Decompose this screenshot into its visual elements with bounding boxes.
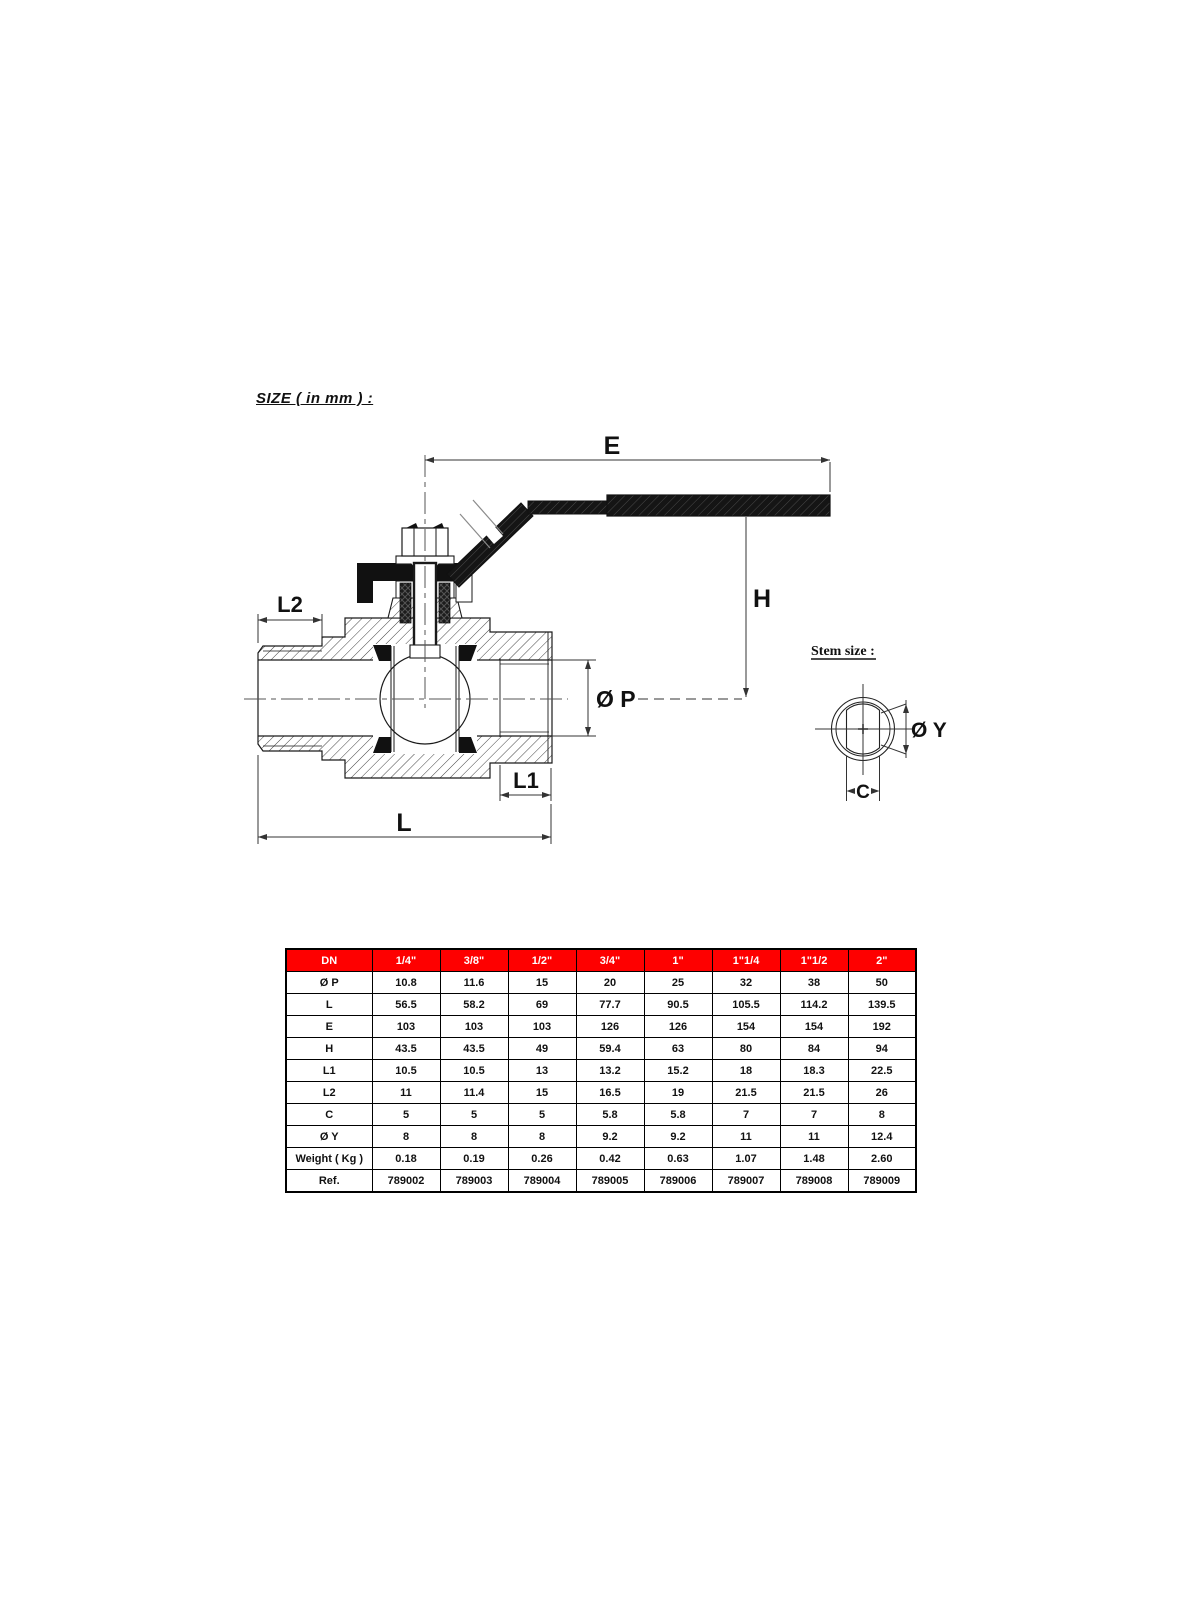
table-row <box>286 1170 916 1193</box>
dim-label-h: H <box>753 585 772 613</box>
table-cell: 43.5 <box>372 1038 440 1060</box>
table-cell: 77.7 <box>576 994 644 1016</box>
table-header-cell: 1" <box>644 949 712 972</box>
table-cell: 10.5 <box>440 1060 508 1082</box>
table-cell: 9.2 <box>644 1126 712 1148</box>
page-title: SIZE ( in mm ) : <box>256 390 374 407</box>
table-cell: 9.2 <box>576 1126 644 1148</box>
table-row <box>286 994 916 1016</box>
table-cell: 789009 <box>848 1170 916 1193</box>
table-cell: 1.48 <box>780 1148 848 1170</box>
table-cell: 15 <box>508 972 576 994</box>
table-cell: 18.3 <box>780 1060 848 1082</box>
table-cell: 32 <box>712 972 780 994</box>
table-cell: 789006 <box>644 1170 712 1193</box>
packing-right <box>439 583 450 623</box>
size-table <box>285 948 917 1193</box>
dim-label-c: C <box>856 782 870 803</box>
table-cell: 11.4 <box>440 1082 508 1104</box>
table-cell: 43.5 <box>440 1038 508 1060</box>
table-cell: 8 <box>372 1126 440 1148</box>
stem-size-title: Stem size : <box>811 644 875 659</box>
table-header-row <box>286 949 916 972</box>
table-cell: 154 <box>780 1016 848 1038</box>
table-cell: 105.5 <box>712 994 780 1016</box>
table-cell: 789008 <box>780 1170 848 1193</box>
stem-size-detail <box>811 644 947 803</box>
table-row <box>286 972 916 994</box>
table-header-cell: 3/8" <box>440 949 508 972</box>
table-cell: 139.5 <box>848 994 916 1016</box>
table-row <box>286 1104 916 1126</box>
table-cell: 1.07 <box>712 1148 780 1170</box>
table-cell: 0.42 <box>576 1148 644 1170</box>
table-cell: 114.2 <box>780 994 848 1016</box>
table-cell: 20 <box>576 972 644 994</box>
dimension-e <box>425 457 830 492</box>
table-header-cell: 1/2" <box>508 949 576 972</box>
table-cell: 126 <box>576 1016 644 1038</box>
dimension-h <box>743 517 749 697</box>
table-cell: 11 <box>780 1126 848 1148</box>
table-cell: 56.5 <box>372 994 440 1016</box>
table-row <box>286 1148 916 1170</box>
table-cell: 38 <box>780 972 848 994</box>
table-cell: 13.2 <box>576 1060 644 1082</box>
table-row-label: H <box>286 1038 372 1060</box>
table-row <box>286 1016 916 1038</box>
table-row-label: C <box>286 1104 372 1126</box>
table-header-cell: 3/4" <box>576 949 644 972</box>
table-cell: 5 <box>372 1104 440 1126</box>
table-cell: 94 <box>848 1038 916 1060</box>
table-cell: 0.26 <box>508 1148 576 1170</box>
table-cell: 154 <box>712 1016 780 1038</box>
table-row-label: Ø Y <box>286 1126 372 1148</box>
dim-label-l: L <box>396 809 412 837</box>
table-cell: 0.18 <box>372 1148 440 1170</box>
table-cell: 21.5 <box>780 1082 848 1104</box>
table-cell: 12.4 <box>848 1126 916 1148</box>
table-cell: 90.5 <box>644 994 712 1016</box>
table-cell: 0.19 <box>440 1148 508 1170</box>
table-cell: 25 <box>644 972 712 994</box>
table-cell: 5 <box>508 1104 576 1126</box>
table-row-label: E <box>286 1016 372 1038</box>
table-cell: 21.5 <box>712 1082 780 1104</box>
table-cell: 103 <box>508 1016 576 1038</box>
table-header-cell: 1"1/2 <box>780 949 848 972</box>
table-cell: 58.2 <box>440 994 508 1016</box>
table-cell: 16.5 <box>576 1082 644 1104</box>
size-table-header <box>286 949 916 972</box>
table-cell: 15.2 <box>644 1060 712 1082</box>
table-row-label: L <box>286 994 372 1016</box>
table-row-label: Ø P <box>286 972 372 994</box>
table-cell: 789002 <box>372 1170 440 1193</box>
table-row-label: Weight ( Kg ) <box>286 1148 372 1170</box>
table-cell: 59.4 <box>576 1038 644 1060</box>
table-cell: 126 <box>644 1016 712 1038</box>
table-cell: 789004 <box>508 1170 576 1193</box>
table-row-label: L1 <box>286 1060 372 1082</box>
table-cell: 789007 <box>712 1170 780 1193</box>
table-row <box>286 1082 916 1104</box>
table-cell: 0.63 <box>644 1148 712 1170</box>
table-cell: 103 <box>440 1016 508 1038</box>
table-cell: 13 <box>508 1060 576 1082</box>
table-header-cell: 1"1/4 <box>712 949 780 972</box>
table-cell: 8 <box>440 1126 508 1148</box>
table-cell: 50 <box>848 972 916 994</box>
table-cell: 80 <box>712 1038 780 1060</box>
table-cell: 15 <box>508 1082 576 1104</box>
table-cell: 10.8 <box>372 972 440 994</box>
table-row <box>286 1038 916 1060</box>
table-cell: 63 <box>644 1038 712 1060</box>
size-table-body <box>286 972 916 1193</box>
valve-handle <box>447 495 830 587</box>
packing-left <box>400 583 411 623</box>
table-cell: 19 <box>644 1082 712 1104</box>
table-cell: 11 <box>712 1126 780 1148</box>
table-cell: 11.6 <box>440 972 508 994</box>
table-row <box>286 1126 916 1148</box>
table-cell: 22.5 <box>848 1060 916 1082</box>
table-cell: 192 <box>848 1016 916 1038</box>
table-header-cell: DN <box>286 949 372 972</box>
table-cell: 789005 <box>576 1170 644 1193</box>
handle-grip <box>607 495 830 516</box>
table-cell: 103 <box>372 1016 440 1038</box>
table-cell: 5.8 <box>576 1104 644 1126</box>
table-cell: 84 <box>780 1038 848 1060</box>
table-cell: 26 <box>848 1082 916 1104</box>
table-header-cell: 2" <box>848 949 916 972</box>
table-cell: 11 <box>372 1082 440 1104</box>
dimension-op <box>552 660 742 736</box>
table-cell: 18 <box>712 1060 780 1082</box>
table-cell: 5.8 <box>644 1104 712 1126</box>
table-row-label: Ref. <box>286 1170 372 1193</box>
table-row-label: L2 <box>286 1082 372 1104</box>
table-cell: 69 <box>508 994 576 1016</box>
table-cell: 10.5 <box>372 1060 440 1082</box>
table-cell: 5 <box>440 1104 508 1126</box>
table-cell: 49 <box>508 1038 576 1060</box>
table-cell: 7 <box>712 1104 780 1126</box>
table-cell: 789003 <box>440 1170 508 1193</box>
table-cell: 2.60 <box>848 1148 916 1170</box>
dimension-l2 <box>258 614 322 643</box>
dim-label-e: E <box>603 432 621 460</box>
table-row <box>286 1060 916 1082</box>
dim-label-oy: Ø Y <box>911 719 947 742</box>
dim-label-l1: L1 <box>513 768 539 793</box>
dim-label-op: Ø P <box>596 686 636 712</box>
table-cell: 8 <box>848 1104 916 1126</box>
table-cell: 7 <box>780 1104 848 1126</box>
dim-label-l2: L2 <box>277 592 303 617</box>
table-header-cell: 1/4" <box>372 949 440 972</box>
table-cell: 8 <box>508 1126 576 1148</box>
